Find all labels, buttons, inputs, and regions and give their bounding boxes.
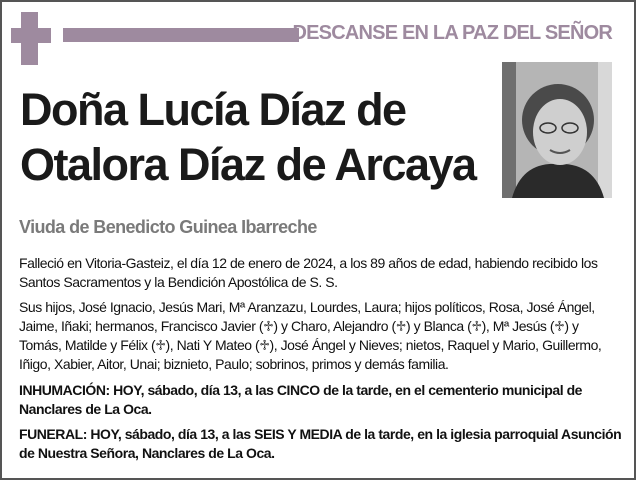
name-line-2: Otalora Díaz de Arcaya	[20, 139, 476, 190]
deceased-name	[20, 82, 500, 192]
header-tagline: DESCANSE EN LA PAZ DEL SEÑOR	[292, 22, 612, 44]
family-list: Sus hijos, José Ignacio, Jesús Mari, Mª Aranzazu, Lourdes, Laura; hijos políticos, Rosa, José Ángel, Jaime, Iñaki; hermanos, Francisco Javier (♱) y Charo, Alejandro (♱) y Blanca (♱), Mª Jesús (♱) y Tomás, Matilde y Félix (♱), Nati Y Mateo (♱), José Ángel y Nieves; nietos, Raquel y Mario, Guillermo, Iñigo, Xabier, Aitor, Unai; biznieto, Paulo; sobrinos, primos y demás familia.	[19, 299, 602, 372]
name-line-1: Doña Lucía Díaz de	[20, 84, 406, 135]
funeral-info: FUNERAL: HOY, sábado, día 13, a las SEIS Y MEDIA de la tarde, en la iglesia parroquial Asunción de Nuestra Señora, Nanclares de La Oca.	[19, 426, 622, 461]
header-divider	[63, 28, 299, 42]
death-notice: Falleció en Vitoria-Gasteiz, el día 12 de enero de 2024, a los 89 años de edad, habiendo recibido los Santos Sacramentos y la Bendición Apostólica de S. S.	[19, 255, 598, 290]
deceased-subtitle: Viuda de Benedicto Guinea Ibarreche	[19, 217, 317, 237]
deceased-photo	[502, 62, 612, 198]
burial-info: INHUMACIÓN: HOY, sábado, día 13, a las CINCO de la tarde, en el cementerio municipal de Nanclares de La Oca.	[19, 382, 583, 417]
